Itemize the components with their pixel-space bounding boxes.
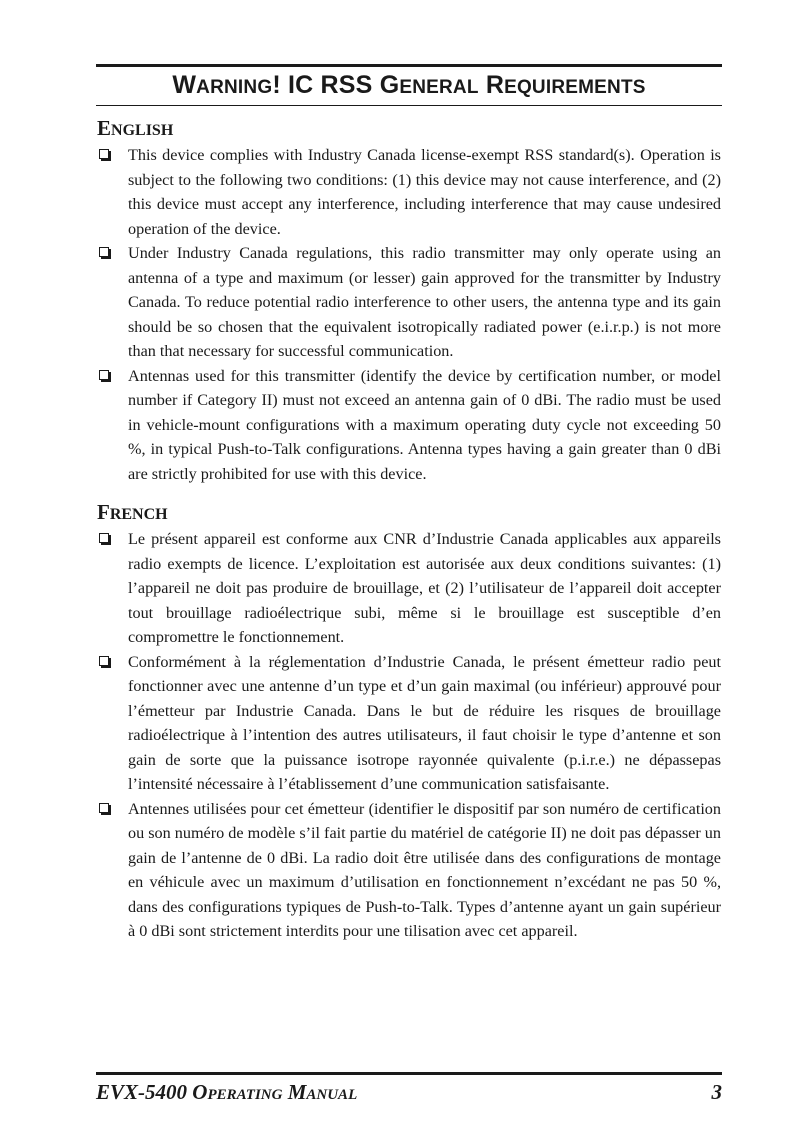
footer-row <box>96 1079 722 1108</box>
item-text: Antennas used for this transmitter (identify the device by certification number, or model number if Category II) must not exceed an antenna gain of 0 dBi. The radio must be used in vehicle-mount configurations with a maximum operating duty cycle not exceeding 50 %, in typical Push-to-Talk configurations. Antenna types having a gain greater than 0 dBi are strictly prohibited for use with this device. <box>128 366 721 483</box>
section-heading-english <box>97 116 721 143</box>
item-text: Antennes utilisées pour cet émetteur (identifier le dispositif par son numéro de certification ou son numéro de modèle s’il fait partie du matériel de catégorie II) ne doit pas dépasser un gain de l’antenne de 0 dBi. La radio doit être utilisée dans des configurations de montage en véhicule avec un maximum d’utilisation en fonctionnement n’excédant ne pas 50 %, dans des configurations typiques de Push-to-Talk. Types d’antenne ayant un gain supérieur à 0 dBi sont strictement interdits pour une tilisation avec cet appareil. <box>128 799 721 940</box>
checkbox-icon <box>99 803 109 813</box>
title-part: ! IC RSS G <box>272 71 400 99</box>
page-content <box>97 116 721 944</box>
page-number: 3 <box>711 1080 722 1104</box>
section-french <box>97 500 721 944</box>
manual-title-part: M <box>282 1080 307 1104</box>
header-rule-top <box>96 64 722 67</box>
checkbox-icon <box>99 656 109 666</box>
list-item <box>97 527 721 650</box>
french-requirements-list <box>97 527 721 944</box>
heading-part: NGLISH <box>111 122 174 139</box>
page-title <box>96 70 722 103</box>
title-part: ENERAL <box>399 77 479 98</box>
english-requirements-list <box>97 143 721 486</box>
title-part: ARNING <box>196 77 273 98</box>
footer-rule <box>96 1072 722 1075</box>
list-item <box>97 650 721 797</box>
title-part: EQUIREMENTS <box>504 77 646 98</box>
manual-title-part: ANUAL <box>306 1087 358 1103</box>
heading-part: E <box>97 116 112 140</box>
checkbox-icon <box>99 149 109 159</box>
manual-title-part: PERATING <box>207 1087 283 1103</box>
item-text: This device complies with Industry Canada license-exempt RSS standard(s). Operation is subject to the following two conditions: (1) this device may not cause interference, and (2) this device must accept any interference, including interference that may cause undesired operation of the device. <box>128 146 721 238</box>
list-item <box>97 143 721 241</box>
page-footer <box>96 1072 722 1108</box>
section-english <box>97 116 721 486</box>
checkbox-icon <box>99 247 109 257</box>
checkbox-icon <box>99 533 109 543</box>
item-text: Le présent appareil est conforme aux CNR d’Industrie Canada applicables aux appareils radio exempts de licence. L’exploitation est autorisée aux deux conditions suivantes: (1) l’appareil ne doit pas produire de brouillage, et (2) l’utilisateur de l’appareil doit accepter tout brouillage radioélectrique subi, même si le brouillage est susceptible d’en compromettre le fonctionnement. <box>128 530 721 646</box>
manual-title-part: EVX-5400 O <box>96 1080 208 1104</box>
item-text: Conformément à la réglementation d’Industrie Canada, le présent émetteur radio peut fonctionner avec une antenne d’un type et d’un gain maximal (ou inférieur) approuvé pour l’émetteur par Industrie Canada. Dans le but de réduire les risques de brouillage radioélectrique à l’intention des autres utilisateurs, il faut choisir le type d’antenne et son gain de sorte que la puissance isotrope rayonnée quivalente (p.i.r.e.) ne dépassepas l’intensité nécessaire à l’établissement d’une communication satisfaisante. <box>128 652 721 793</box>
list-item <box>97 364 721 487</box>
list-item <box>97 241 721 364</box>
section-heading-french <box>97 500 721 527</box>
list-item <box>97 797 721 944</box>
header-rule-bottom <box>96 105 722 106</box>
heading-part: RENCH <box>109 506 168 523</box>
item-text: Under Industry Canada regulations, this radio transmitter may only operate using an antenna of a type and maximum (or lesser) gain approved for the transmitter by Industry Canada. To reduce potential radio interference to other users, the antenna type and its gain should be so chosen that the equivalent isotropically radiated power (e.i.r.p.) is not more than that necessary for successful communication. <box>128 244 721 360</box>
checkbox-icon <box>99 370 109 380</box>
manual-title <box>96 1079 357 1108</box>
title-part: R <box>478 71 505 99</box>
title-part: W <box>172 71 197 99</box>
heading-part: F <box>97 500 110 524</box>
page-header <box>96 64 722 106</box>
